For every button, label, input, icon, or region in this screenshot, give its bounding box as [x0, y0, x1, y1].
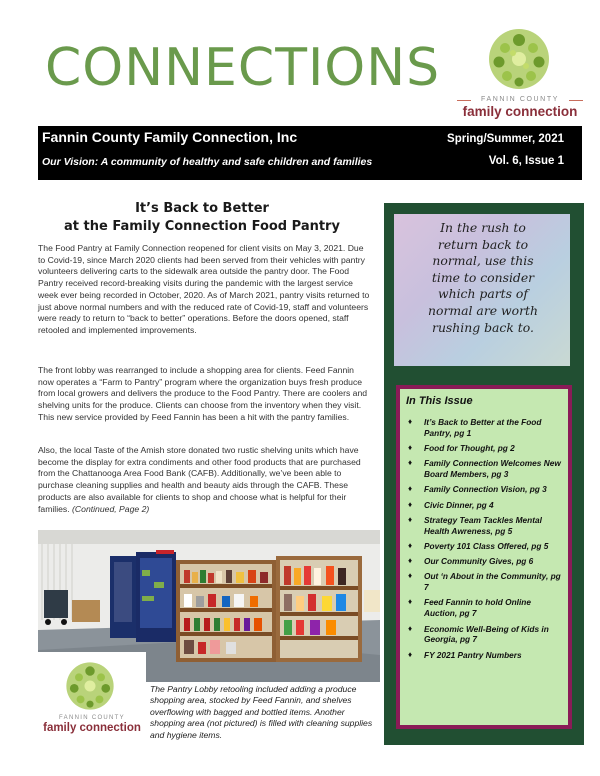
article-paragraph-3	[38, 445, 370, 515]
issue-item[interactable]: ♦ Food for Thought, pg 2	[408, 443, 515, 454]
vision-statement: Our Vision: A community of healthy and safe children and families	[42, 156, 373, 168]
family-connection-logo	[455, 26, 585, 126]
masthead-banner	[38, 126, 582, 180]
article-paragraph-1: The Food Pantry at Family Connection reopened for client visits on May 3, 2021. Due to Covid-19, since March 2020 clients had been served from their vehicles with pantry volunteers delivering carts to the sidewalk area outside the pantry door. The Food Pantry received record-breaking visits during the pandemic with the largest service week ever being recorded in October, 2020. As of March 2021, pantry visits returned to just above normal numbers and with the reduced rate of Covid-19, staff and volunteers were ready to return to “back to better” operations. Before the doors opened, staff retooled and implemented improvements.	[38, 243, 370, 335]
issue-item[interactable]: ♦ Out ‘n About in the Community, pg 7	[408, 571, 561, 593]
issue-item[interactable]: ♦ Poverty 101 Class Offered, pg 5	[408, 540, 549, 551]
issue-item[interactable]: ♦ Family Connection Welcomes New Board Members, pg 3	[408, 458, 561, 480]
continued-note: (Continued, Page 2)	[72, 503, 150, 514]
issue-item[interactable]: ♦ Feed Fannin to hold Online Auction, pg 7	[408, 597, 531, 619]
in-this-issue-inner	[400, 389, 568, 725]
issue-season: Spring/Summer, 2021	[447, 133, 564, 145]
diamond-bullet-icon: ♦	[408, 540, 413, 550]
in-this-issue-list	[402, 417, 566, 665]
logo-circles-icon	[483, 26, 555, 92]
quote-line: which parts of	[438, 286, 528, 302]
photo-caption: The Pantry Lobby retooling included adding a produce shopping area, stocked by Feed Fannin, and shelves overflowing with bagged and bottled items. Another shopping area (not pictured) is filled with cleaning supplies and hygiene items.	[150, 684, 373, 740]
diamond-bullet-icon: ♦	[408, 556, 413, 566]
footer-logo-name: family connection	[43, 722, 141, 734]
diamond-bullet-icon: ♦	[408, 514, 413, 524]
logo-county: FANNIN COUNTY	[481, 96, 559, 103]
footer-logo-circles-icon	[60, 660, 120, 712]
issue-item[interactable]: ♦ Strategy Team Tackles Mental Health Awreness, pg 5	[408, 514, 542, 536]
quote-card	[394, 214, 570, 366]
in-this-issue-heading: In This Issue	[406, 395, 473, 407]
newsletter-title: CONNECTIONS	[45, 38, 441, 98]
in-this-issue-box	[396, 385, 572, 729]
quote-line: time to consider	[431, 269, 535, 285]
diamond-bullet-icon: ♦	[408, 417, 413, 426]
issue-item[interactable]: ♦ FY 2021 Pantry Numbers	[408, 649, 522, 660]
article-headline	[38, 200, 366, 236]
diamond-bullet-icon: ♦	[408, 458, 413, 468]
diamond-bullet-icon: ♦	[408, 443, 413, 453]
quote-text	[402, 220, 564, 336]
issue-item[interactable]: ♦ Civic Dinner, pg 4	[408, 499, 494, 510]
issue-item[interactable]: ♦ Family Connection Vision, pg 3	[408, 484, 547, 495]
article-paragraph-2: The front lobby was rearranged to include a shopping area for clients. Feed Fannin now operates a “Farm to Pantry” program where the organization buys fresh produce from local growers and delivers the produce to the Food Pantry. There are coolers and shelving units for the produce. Clients can choose from the inventory when they visit. This new service provided by Feed Fannin has been a hit with the pantry families.	[38, 365, 368, 422]
quote-line: normal, use this	[432, 253, 534, 269]
diamond-bullet-icon: ♦	[408, 499, 413, 509]
diamond-bullet-icon: ♦	[408, 571, 413, 581]
diamond-bullet-icon: ♦	[408, 623, 413, 633]
diamond-bullet-icon: ♦	[408, 484, 413, 494]
logo-name: family connection	[462, 104, 578, 119]
footer-logo-county: FANNIN COUNTY	[59, 715, 125, 721]
quote-line: rushing back to.	[432, 319, 534, 335]
quote-line: In the rush to	[440, 220, 526, 235]
paragraph-3-text: Also, the local Taste of the Amish store donated two rustic shelving units which have become the display for extra condiments and other food products that are purchased from the Chattanooga Area Food Bank (CAFB). Additionally, we’ve been able to purchase cleaning supplies and health and beauty aids through the CAFB. These products are also available for clients to shop and choose what is helpful for their families.	[38, 445, 361, 514]
organization-name: Fannin County Family Connection, Inc	[42, 129, 298, 145]
quote-line: normal are worth	[428, 302, 538, 318]
diamond-bullet-icon: ♦	[408, 597, 413, 607]
headline-line-1: It’s Back to Better	[135, 201, 269, 216]
quote-line: return back to	[437, 236, 529, 252]
issue-item[interactable]: ♦ It’s Back to Better at the Food Pantry, pg 1	[408, 417, 542, 438]
family-connection-footer-logo	[38, 652, 146, 742]
volume-issue: Vol. 6, Issue 1	[488, 155, 564, 167]
issue-item[interactable]: ♦ Our Community Gives, pg 6	[408, 556, 534, 567]
headline-line-2: at the Family Connection Food Pantry	[64, 219, 340, 234]
issue-item[interactable]: ♦ Economic Well-Being of Kids in Georgia, pg 7	[408, 623, 549, 645]
diamond-bullet-icon: ♦	[408, 649, 413, 659]
